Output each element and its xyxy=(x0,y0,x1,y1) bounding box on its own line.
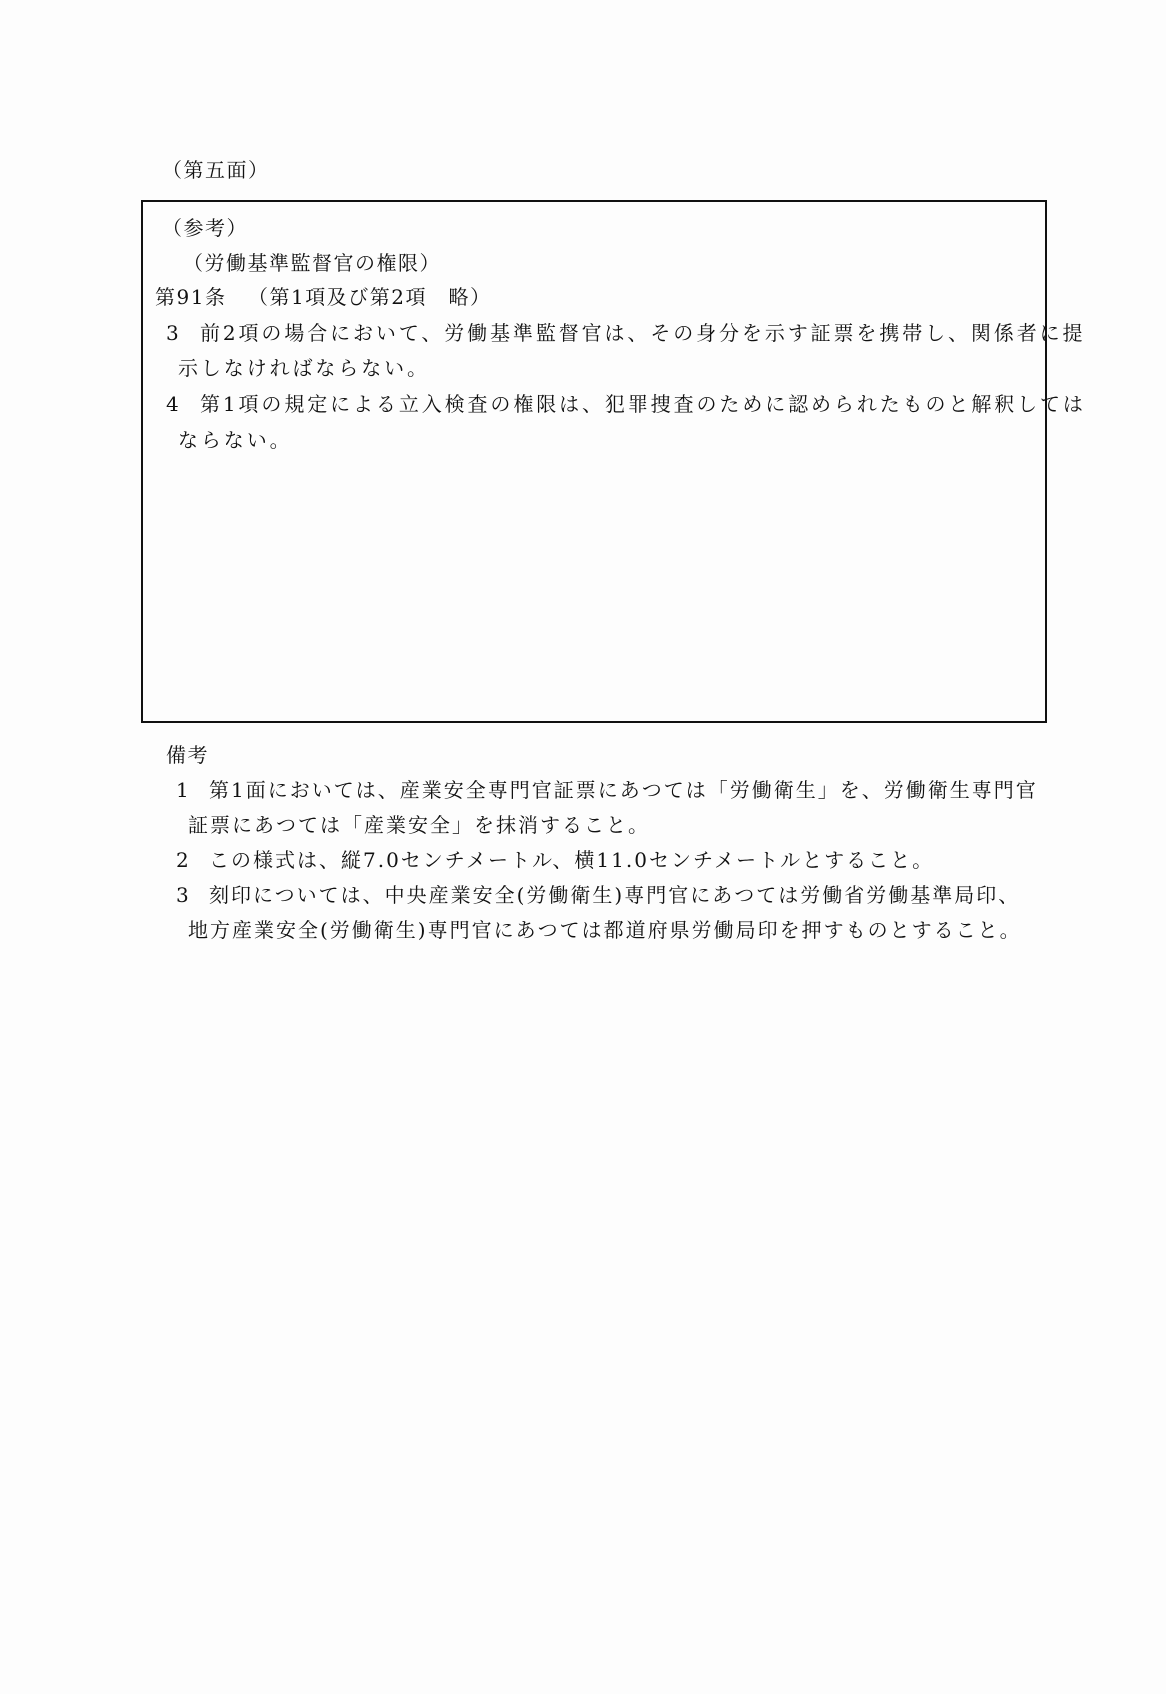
reference-item-text: 前2項の場合において、労働基準監督官は、その身分を示す証票を携帯し、関係者に提 xyxy=(200,321,1086,345)
reference-box xyxy=(141,200,1047,723)
remarks-heading: 備考 xyxy=(166,743,209,767)
page-label: （第五面） xyxy=(162,158,270,182)
reference-heading: （参考） xyxy=(162,216,248,240)
reference-item-text-continued: ならない。 xyxy=(178,428,293,452)
remark-text-continued: 証票にあつては「産業安全」を抹消すること。 xyxy=(188,813,650,837)
remark-number: 2 xyxy=(176,848,189,872)
remark-text: この様式は、縦7.0センチメートル、横11.0センチメートルとすること。 xyxy=(209,848,935,872)
remark-text: 第1面においては、産業安全専門官証票にあつては「労働衛生」を、労働衛生専門官 xyxy=(209,778,1038,802)
article-label: 第91条 xyxy=(155,285,227,309)
reference-item-text-continued: 示しなければならない。 xyxy=(178,356,430,380)
remark-number: 1 xyxy=(176,778,189,802)
reference-item-number: 4 xyxy=(166,392,179,416)
remark-text: 刻印については、中央産業安全(労働衛生)専門官にあつては労働省労働基準局印、 xyxy=(209,883,1021,907)
remark-number: 3 xyxy=(176,883,189,907)
article-note: （第1項及び第2項 略） xyxy=(248,285,492,309)
remark-text-continued: 地方産業安全(労働衛生)専門官にあつては都道府県労働局印を押すものとすること。 xyxy=(188,918,1022,942)
reference-item-number: 3 xyxy=(166,321,179,345)
reference-item-text: 第1項の規定による立入検査の権限は、犯罪捜査のために認められたものと解釈しては xyxy=(200,392,1086,416)
reference-subheading: （労働基準監督官の権限） xyxy=(183,251,441,275)
